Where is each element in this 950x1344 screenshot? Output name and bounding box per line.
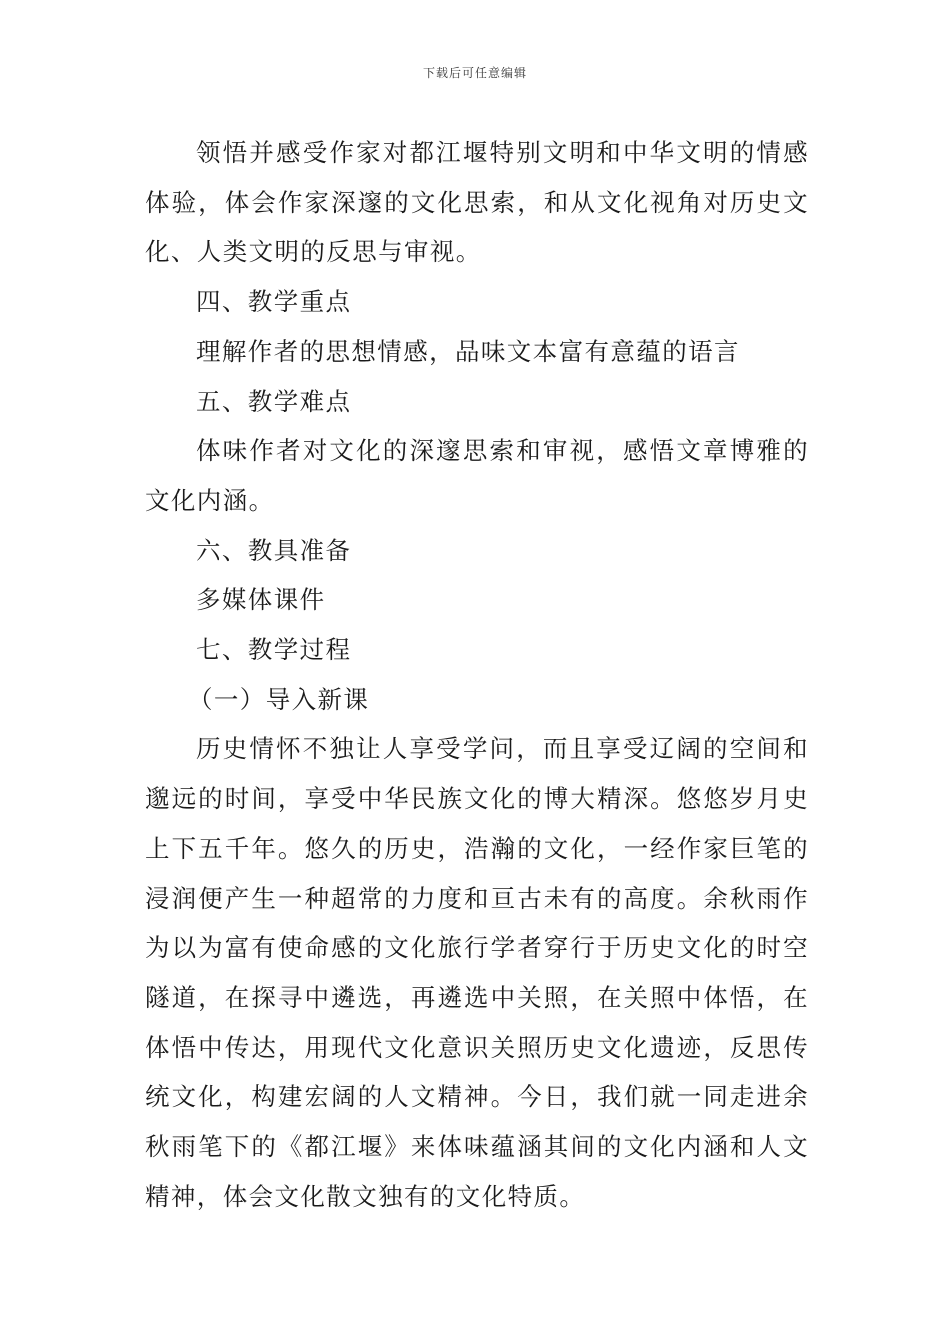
heading-teaching-focus: 四、教学重点	[196, 287, 352, 317]
subheading-introduction: （一）导入新课	[188, 684, 370, 714]
paragraph-teaching-difficulty: 体味作者对文化的深邃思索和审视，感悟文章博雅的文化内涵。	[145, 436, 809, 515]
heading-teaching-process: 七、教学过程	[196, 635, 352, 665]
document-body	[145, 128, 809, 1221]
paragraph-teaching-aids: 多媒体课件	[196, 585, 326, 615]
heading-teaching-difficulty: 五、教学难点	[196, 386, 352, 416]
paragraph-objective: 领悟并感受作家对都江堰特别文明和中华文明的情感体验，体会作家深邃的文化思索，和从文化视角对历史文化、人类文明的反思与审视。	[145, 138, 809, 267]
header-note: 下载后可任意编辑	[422, 66, 527, 80]
heading-teaching-aids: 六、教具准备	[196, 535, 352, 565]
paragraph-teaching-focus: 理解作者的思想情感，品味文本富有意蕴的语言	[196, 336, 740, 366]
paragraph-introduction: 历史情怀不独让人享受学问，而且享受辽阔的空间和邈远的时间，享受中华民族文化的博大精深。悠悠岁月史上下五千年。悠久的历史，浩瀚的文化，一经作家巨笔的浸润便产生一种超常的力度和亘古未有的高度。余秋雨作为以为富有使命感的文化旅行学者穿行于历史文化的时空隧道，在探寻中遴选，再遴选中关照，在关照中体悟，在体悟中传达，用现代文化意识关照历史文化遗迹，反思传统文化，构建宏阔的人文精神。今日，我们就一同走进余秋雨笔下的《都江堰》来体味蕴涵其间的文化内涵和人文精神，体会文化散文独有的文化特质。	[145, 734, 809, 1211]
